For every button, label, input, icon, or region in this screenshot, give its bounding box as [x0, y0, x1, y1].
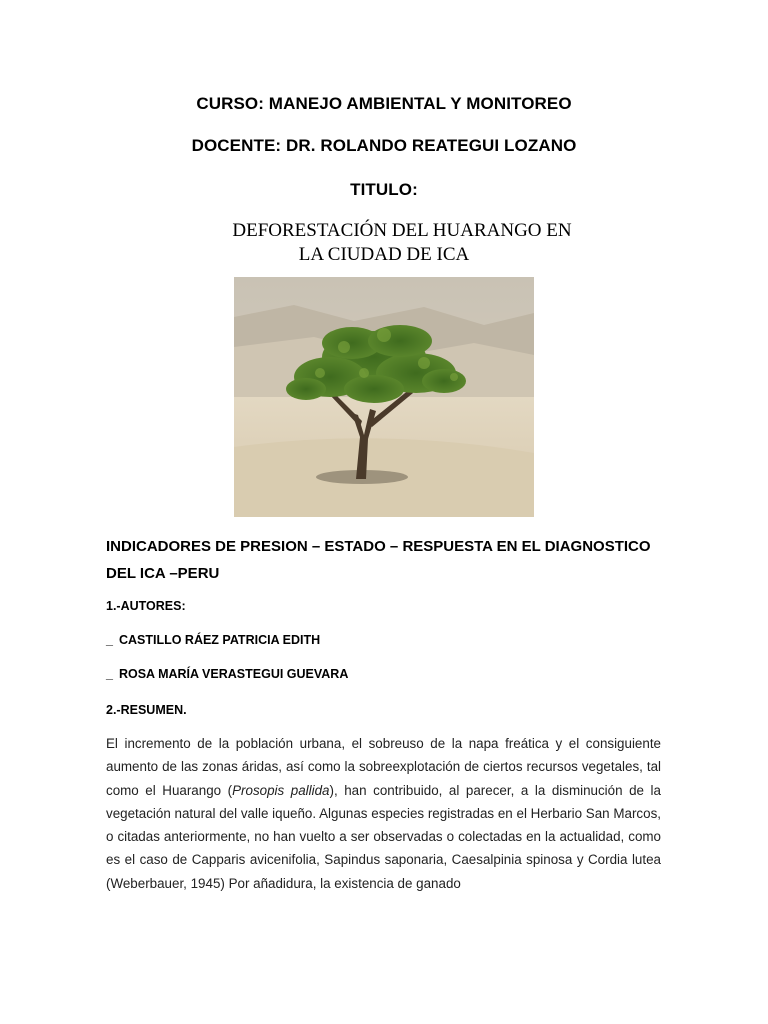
document-title	[0, 219, 768, 267]
author-item	[106, 632, 666, 648]
authors-heading: 1.-AUTORES:	[106, 599, 186, 613]
species-name: Prosopis pallida	[232, 782, 330, 798]
teacher-line: DOCENTE: DR. ROLANDO REATEGUI LOZANO	[191, 136, 577, 155]
author-bullet: _	[106, 667, 113, 681]
author-name: ROSA MARÍA VERASTEGUI GUEVARA	[118, 667, 349, 681]
section-heading: INDICADORES DE PRESION – ESTADO – RESPUESTA EN EL DIAGNOSTICO DEL ICA –PERU	[106, 538, 651, 582]
summary-text-part-2: ), han contribuido, al parecer, a la disminución de la vegetación natural del valle iqueño. Algunas especies registradas en el Herbario San Marcos, o citadas anteriormente, no han vuelto a ser observadas o colectadas en la actualidad, como es el caso de Capparis avicenifolia, Sapindus saponaria, Caesalpinia spinosa y Cordia lutea (Weberbauer, 1945) Por añadidura, la existencia de ganado	[106, 782, 661, 891]
huarango-tree-photo	[234, 277, 534, 517]
title-line-2: LA CIUDAD DE ICA	[298, 244, 470, 265]
author-bullet: _	[106, 633, 113, 647]
summary-text-part-1: El incremento de la población urbana, el sobreuso de la napa freática y el consiguiente aumento de las zonas áridas, así como la sobreexplotación de ciertos recursos vegetales, tal como el Huarango (	[106, 736, 661, 798]
title-label: TITULO:	[350, 180, 418, 199]
summary-paragraph	[106, 732, 661, 895]
author-item	[106, 666, 666, 682]
author-name: CASTILLO RÁEZ PATRICIA EDITH	[118, 633, 321, 647]
title-line-1: DEFORESTACIÓN DEL HUARANGO EN	[232, 220, 572, 241]
course-line: CURSO: MANEJO AMBIENTAL Y MONITOREO	[196, 94, 572, 113]
summary-heading: 2.-RESUMEN.	[106, 703, 187, 717]
